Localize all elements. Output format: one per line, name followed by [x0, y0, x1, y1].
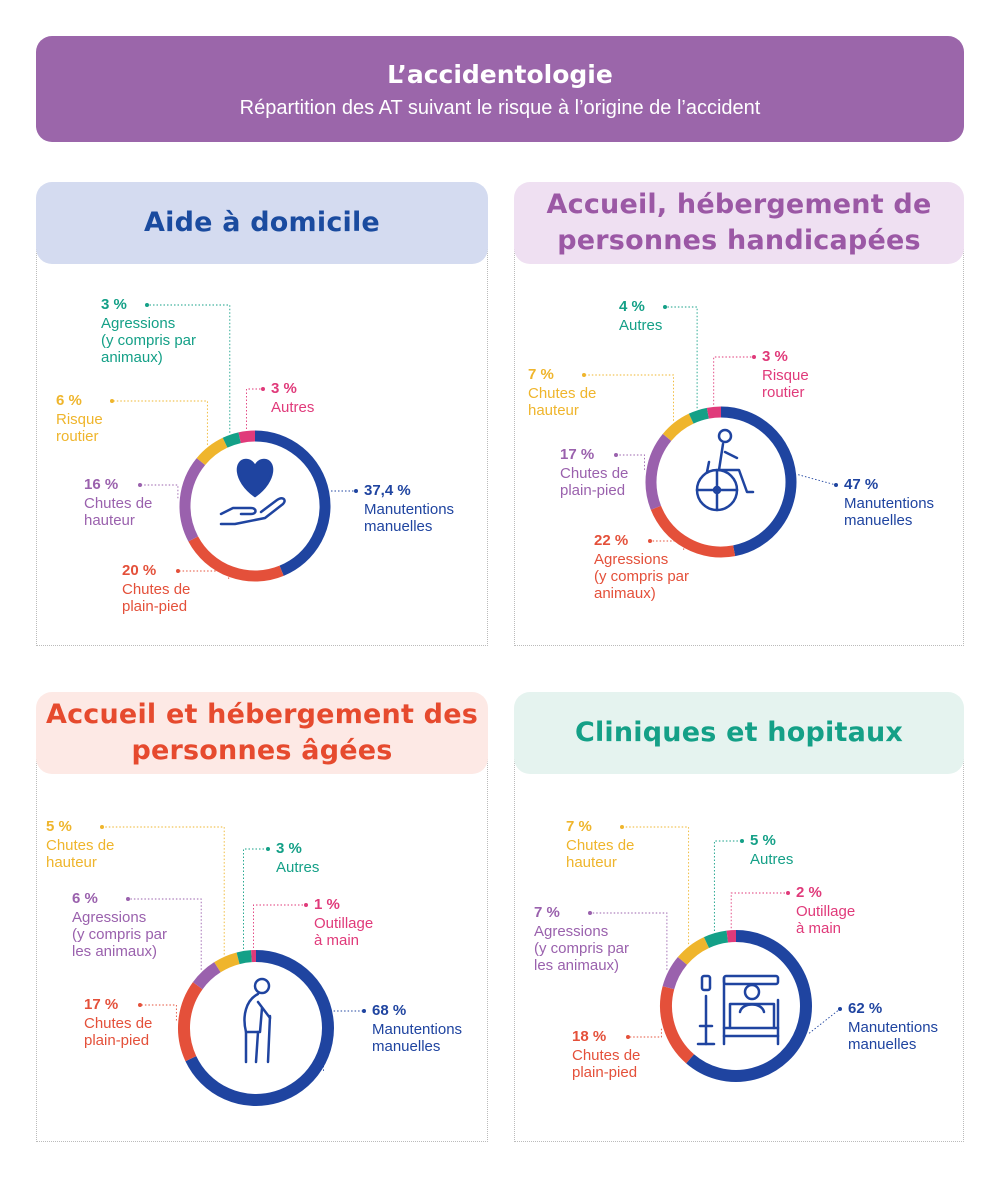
slice-name: Manutentions manuelles	[364, 501, 455, 535]
panel-title: Accueil et hébergement des personnes âgées	[36, 692, 488, 774]
slice-name: Chutes de hauteur	[84, 495, 153, 529]
slice-label	[762, 348, 809, 401]
slice-percent: 68 %	[372, 1002, 407, 1019]
slice-name: Autres	[619, 317, 663, 334]
slice-label	[276, 840, 319, 876]
slice-label	[572, 1028, 640, 1081]
leader-line	[247, 389, 264, 429]
leader-line	[112, 401, 207, 445]
chart-panel-personnes-agees	[36, 692, 488, 1142]
slice-name: Risque routier	[56, 411, 103, 445]
donut-chart	[36, 182, 488, 646]
leader-dot	[786, 891, 790, 895]
slice-label	[84, 996, 152, 1049]
hospital-bed-icon	[698, 976, 778, 1044]
slice-label	[314, 896, 373, 949]
donut-slice	[240, 436, 255, 438]
slice-name: Autres	[276, 859, 320, 876]
slice-percent: 5 %	[750, 832, 776, 849]
panel-title: Cliniques et hopitaux	[514, 692, 964, 774]
slice-name: Chutes de hauteur	[528, 385, 597, 419]
slice-percent: 3 %	[762, 348, 788, 365]
slice-label	[122, 562, 190, 615]
slice-name: Agressions (y compris par les animaux)	[534, 923, 630, 974]
slice-name: Manutentions manuelles	[844, 495, 935, 529]
slice-percent: 7 %	[528, 366, 554, 383]
leader-dot	[110, 399, 114, 403]
slice-name: Autres	[750, 851, 794, 868]
page-subtitle: Répartition des AT suivant le risque à l’origine de l’accident	[239, 97, 761, 119]
slice-percent: 3 %	[271, 380, 297, 397]
slice-name: Agressions (y compris par animaux)	[101, 315, 197, 366]
leader-dot	[838, 1007, 842, 1011]
slice-percent: 7 %	[566, 818, 592, 835]
donut-slice	[185, 462, 201, 539]
donut-slice	[651, 437, 667, 507]
donut-slice	[706, 937, 727, 943]
slice-name: Agressions (y compris par animaux)	[594, 551, 690, 602]
slice-name: Agressions (y compris par les animaux)	[72, 909, 168, 960]
donut-slice	[727, 936, 736, 937]
slice-percent: 16 %	[84, 476, 119, 493]
leader-line	[254, 905, 307, 948]
slice-label	[528, 366, 596, 419]
slice-label	[101, 296, 196, 366]
slice-label	[560, 446, 628, 499]
slice-label	[46, 818, 114, 871]
leader-dot	[834, 483, 838, 487]
leader-dot	[740, 839, 744, 843]
leader-dot	[362, 1009, 366, 1013]
slice-label	[84, 476, 152, 529]
slice-name: Chutes de plain-pied	[572, 1047, 641, 1081]
slice-label	[372, 1002, 462, 1055]
leader-line	[809, 1009, 840, 1033]
slice-name: Outillage à main	[796, 903, 856, 937]
donut-slice	[668, 961, 682, 988]
chart-panel-handicapees	[514, 182, 964, 646]
slice-percent: 62 %	[848, 1000, 883, 1017]
leader-dot	[354, 489, 358, 493]
slice-name: Chutes de plain-pied	[560, 465, 629, 499]
leader-line	[665, 307, 697, 408]
slice-percent: 6 %	[56, 392, 82, 409]
slice-percent: 17 %	[560, 446, 595, 463]
donut-slice	[225, 438, 240, 443]
donut-slice	[682, 943, 706, 961]
donut-slice	[708, 412, 721, 413]
donut-slice	[238, 956, 251, 958]
slice-name: Chutes de plain-pied	[122, 581, 191, 615]
slice-percent: 5 %	[46, 818, 72, 835]
slice-name: Chutes de hauteur	[46, 837, 115, 871]
leader-line	[714, 841, 742, 931]
leader-line	[714, 357, 754, 405]
page-header	[36, 36, 964, 142]
slice-percent: 2 %	[796, 884, 822, 901]
leader-line	[244, 849, 269, 949]
slice-name: Risque routier	[762, 367, 809, 401]
slice-label	[848, 1000, 938, 1053]
slice-label	[594, 532, 689, 602]
page-title: L’accidentologie	[387, 60, 613, 89]
donut-slice	[666, 988, 690, 1059]
slice-percent: 7 %	[534, 904, 560, 921]
donut-slice	[217, 958, 238, 967]
slice-percent: 4 %	[619, 298, 645, 315]
elderly-person-icon	[245, 979, 271, 1062]
leader-dot	[266, 847, 270, 851]
leader-dot	[663, 305, 667, 309]
slice-label	[566, 818, 634, 871]
donut-slice	[193, 539, 281, 576]
leader-line	[731, 893, 788, 928]
slice-percent: 1 %	[314, 896, 340, 913]
leader-dot	[304, 903, 308, 907]
slice-name: Manutentions manuelles	[848, 1019, 939, 1053]
leader-dot	[752, 355, 756, 359]
slice-label	[844, 476, 934, 529]
slice-name: Outillage à main	[314, 915, 374, 949]
slice-percent: 6 %	[72, 890, 98, 907]
slice-name: Autres	[271, 399, 315, 416]
chart-panel-aide-domicile	[36, 182, 488, 646]
chart-panel-cliniques	[514, 692, 964, 1142]
donut-slice	[255, 436, 325, 571]
donut-slice	[691, 413, 708, 418]
slice-name: Chutes de hauteur	[566, 837, 635, 871]
donut-slice	[198, 967, 218, 985]
slice-label	[364, 482, 454, 535]
leader-line	[798, 475, 836, 485]
slice-percent: 47 %	[844, 476, 879, 493]
slice-label	[796, 884, 855, 937]
slice-name: Chutes de plain-pied	[84, 1015, 153, 1049]
donut-slice	[667, 419, 691, 438]
leader-line	[584, 375, 674, 421]
slice-percent: 3 %	[276, 840, 302, 857]
slice-percent: 37,4 %	[364, 482, 411, 499]
panel-title: Aide à domicile	[36, 182, 488, 264]
slice-label	[72, 890, 167, 960]
leader-dot	[261, 387, 265, 391]
heart-hand-icon	[221, 460, 285, 524]
wheelchair-icon	[697, 430, 753, 510]
slice-percent: 20 %	[122, 562, 157, 579]
donut-slice	[201, 443, 225, 462]
slice-percent: 17 %	[84, 996, 119, 1013]
slice-label	[534, 904, 629, 974]
slice-percent: 3 %	[101, 296, 127, 313]
slice-label	[619, 298, 662, 334]
slice-percent: 18 %	[572, 1028, 607, 1045]
slice-label	[271, 380, 314, 416]
slice-label	[56, 392, 103, 445]
slice-name: Manutentions manuelles	[372, 1021, 463, 1055]
panel-title: Accueil, hébergement de personnes handicapées	[514, 182, 964, 264]
donut-slice	[184, 986, 198, 1059]
slice-percent: 22 %	[594, 532, 629, 549]
slice-label	[750, 832, 793, 868]
